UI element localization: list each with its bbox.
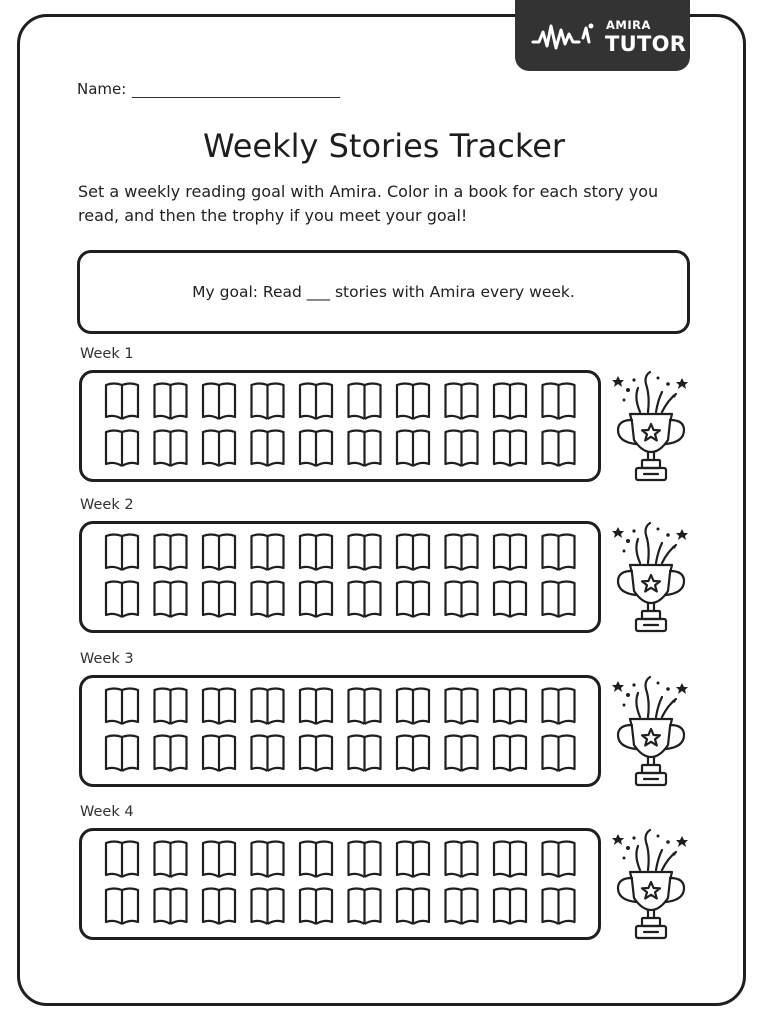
book-grid <box>82 831 598 937</box>
open-book-icon[interactable] <box>300 431 332 467</box>
open-book-icon[interactable] <box>494 582 526 618</box>
open-book-icon[interactable] <box>203 689 235 725</box>
open-book-icon[interactable] <box>494 736 526 772</box>
open-book-icon[interactable] <box>252 431 284 467</box>
open-book-icon[interactable] <box>300 689 332 725</box>
open-book-icon[interactable] <box>203 889 235 925</box>
open-book-icon[interactable] <box>252 384 284 420</box>
open-book-icon[interactable] <box>397 842 429 878</box>
open-book-icon[interactable] <box>349 889 381 925</box>
open-book-icon[interactable] <box>252 582 284 618</box>
open-book-icon[interactable] <box>252 736 284 772</box>
brand-badge <box>515 0 690 71</box>
open-book-icon[interactable] <box>300 582 332 618</box>
name-blank-line[interactable] <box>132 82 340 98</box>
open-book-icon[interactable] <box>300 535 332 571</box>
open-book-icon[interactable] <box>155 889 187 925</box>
open-book-icon[interactable] <box>349 431 381 467</box>
open-book-icon[interactable] <box>252 889 284 925</box>
open-book-icon[interactable] <box>446 889 478 925</box>
amira-wave-logo-icon <box>531 20 603 52</box>
open-book-icon[interactable] <box>543 842 575 878</box>
open-book-icon[interactable] <box>203 535 235 571</box>
week-label: Week 3 <box>80 651 134 667</box>
open-book-icon[interactable] <box>106 689 138 725</box>
open-book-icon[interactable] <box>397 736 429 772</box>
open-book-icon[interactable] <box>252 535 284 571</box>
week-label: Week 1 <box>80 346 134 362</box>
open-book-icon[interactable] <box>543 535 575 571</box>
trophy-icon[interactable] <box>610 828 692 947</box>
open-book-icon[interactable] <box>543 689 575 725</box>
open-book-icon[interactable] <box>446 582 478 618</box>
open-book-icon[interactable] <box>349 384 381 420</box>
trophy-icon[interactable] <box>610 521 692 640</box>
open-book-icon[interactable] <box>300 889 332 925</box>
open-book-icon[interactable] <box>349 736 381 772</box>
open-book-icon[interactable] <box>494 535 526 571</box>
open-book-icon[interactable] <box>106 889 138 925</box>
open-book-icon[interactable] <box>397 535 429 571</box>
week-label: Week 4 <box>80 804 134 820</box>
book-grid <box>82 373 598 479</box>
open-book-icon[interactable] <box>349 582 381 618</box>
open-book-icon[interactable] <box>203 431 235 467</box>
open-book-icon[interactable] <box>106 842 138 878</box>
page-title: Weekly Stories Tracker <box>202 127 566 165</box>
open-book-icon[interactable] <box>446 431 478 467</box>
open-book-icon[interactable] <box>446 842 478 878</box>
open-book-icon[interactable] <box>494 689 526 725</box>
open-book-icon[interactable] <box>494 889 526 925</box>
brand-name-small: AMIRA <box>606 18 651 32</box>
open-book-icon[interactable] <box>446 689 478 725</box>
open-book-icon[interactable] <box>494 431 526 467</box>
open-book-icon[interactable] <box>349 689 381 725</box>
open-book-icon[interactable] <box>155 842 187 878</box>
open-book-icon[interactable] <box>300 842 332 878</box>
week-book-box <box>79 828 601 940</box>
open-book-icon[interactable] <box>397 689 429 725</box>
open-book-icon[interactable] <box>252 842 284 878</box>
open-book-icon[interactable] <box>106 582 138 618</box>
open-book-icon[interactable] <box>155 582 187 618</box>
trophy-icon[interactable] <box>610 370 692 489</box>
open-book-icon[interactable] <box>106 736 138 772</box>
book-grid <box>82 524 598 630</box>
brand-name-big: TUTOR <box>605 32 687 56</box>
name-field[interactable] <box>77 80 340 98</box>
open-book-icon[interactable] <box>397 889 429 925</box>
open-book-icon[interactable] <box>252 689 284 725</box>
open-book-icon[interactable] <box>397 384 429 420</box>
week-label: Week 2 <box>80 497 134 513</box>
open-book-icon[interactable] <box>543 384 575 420</box>
open-book-icon[interactable] <box>543 736 575 772</box>
open-book-icon[interactable] <box>155 384 187 420</box>
open-book-icon[interactable] <box>300 736 332 772</box>
open-book-icon[interactable] <box>203 842 235 878</box>
open-book-icon[interactable] <box>446 384 478 420</box>
open-book-icon[interactable] <box>397 431 429 467</box>
open-book-icon[interactable] <box>543 582 575 618</box>
open-book-icon[interactable] <box>203 582 235 618</box>
open-book-icon[interactable] <box>106 431 138 467</box>
goal-box <box>77 250 690 334</box>
open-book-icon[interactable] <box>446 535 478 571</box>
open-book-icon[interactable] <box>300 384 332 420</box>
open-book-icon[interactable] <box>155 689 187 725</box>
open-book-icon[interactable] <box>543 431 575 467</box>
open-book-icon[interactable] <box>203 384 235 420</box>
open-book-icon[interactable] <box>155 431 187 467</box>
goal-text: My goal: Read ___ stories with Amira every week. <box>192 283 575 301</box>
open-book-icon[interactable] <box>543 889 575 925</box>
open-book-icon[interactable] <box>349 535 381 571</box>
trophy-icon[interactable] <box>610 675 692 794</box>
week-book-box <box>79 675 601 787</box>
open-book-icon[interactable] <box>203 736 235 772</box>
open-book-icon[interactable] <box>446 736 478 772</box>
instructions-text: Set a weekly reading goal with Amira. Color in a book for each story you read, and then the trophy if you meet your goal! <box>78 182 659 225</box>
open-book-icon[interactable] <box>397 582 429 618</box>
open-book-icon[interactable] <box>155 736 187 772</box>
name-label: Name: <box>77 80 127 98</box>
open-book-icon[interactable] <box>494 842 526 878</box>
week-book-box <box>79 370 601 482</box>
book-grid <box>82 678 598 784</box>
open-book-icon[interactable] <box>155 535 187 571</box>
week-book-box <box>79 521 601 633</box>
open-book-icon[interactable] <box>106 535 138 571</box>
open-book-icon[interactable] <box>106 384 138 420</box>
open-book-icon[interactable] <box>349 842 381 878</box>
open-book-icon[interactable] <box>494 384 526 420</box>
